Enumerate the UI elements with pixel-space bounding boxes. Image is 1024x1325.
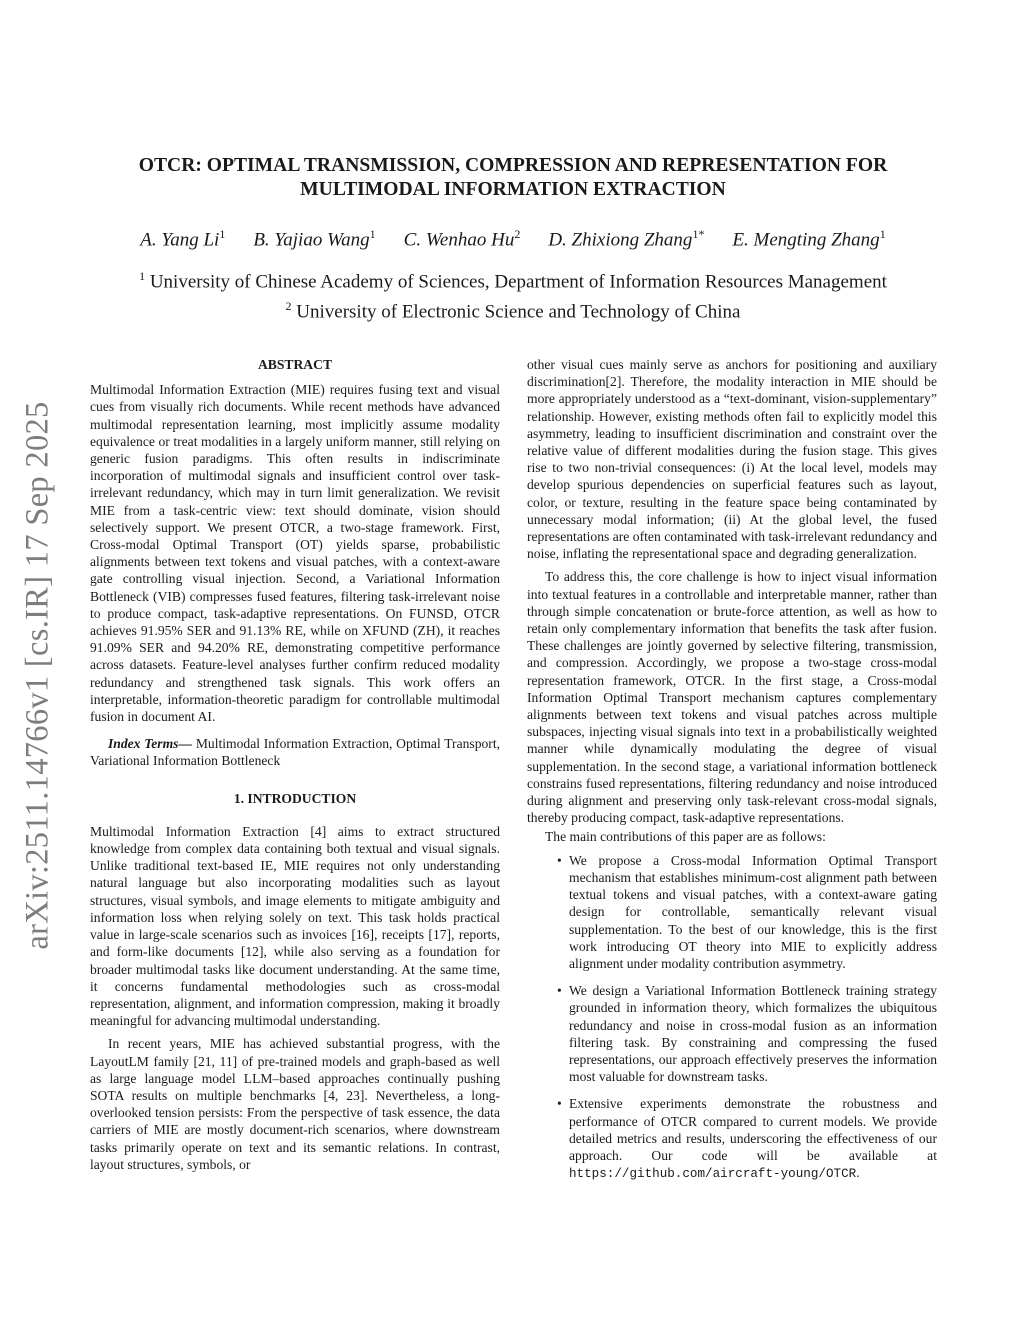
left-column xyxy=(90,356,500,1173)
contributions-intro: The main contributions of this paper are as follows: xyxy=(545,829,826,845)
arxiv-stamp-text: arXiv:2511.14766v1 [cs.IR] 17 Sep 2025 xyxy=(19,401,56,950)
affiliation-text: University of Chinese Academy of Sciences, Department of Information Resources Management xyxy=(149,271,887,293)
affiliation xyxy=(90,264,936,294)
author-list xyxy=(90,220,936,254)
abstract-text: Multimodal Information Extraction (MIE) requires fusing text and visual cues from visually rich documents. While recent methods have advanced multimodal representation learning, most implicitly assume modality equivalence or treat modalities in a largely uniform manner, still relying on generic fusion paradigms. This often results in indiscriminate incorporation of multimodal signals and insufficient control over task-irrelevant redundancy, which may in turn limit generalization. We revisit MIE from a task-centric view: text should dominate, vision should selectively support. We present OTCR, a two-stage framework. First, Cross-modal Optimal Transport (OT) yields sparse, probabilistic alignments between text tokens and visual patches, with a context-aware gate controlling visual injection. Second, a Variational Information Bottleneck (VIB) compresses fused features, filtering task-irrelevant noise to produce compact, task-adaptive representations. On FUNSD, OTCR achieves 91.95% SER and 91.13% RE, while on XFUND (ZH), it reaches 91.09% SER and 94.20% RE, demonstrating competitive performance across datasets. Feature-level analyses further confirm reduced modality redundancy and strengthened task signals. This work offers an interpretable, information-theoretic paradigm for controllable multimodal fusion in document AI. xyxy=(90,382,500,725)
contributions-list xyxy=(527,852,937,1184)
affiliation-mark: 2 xyxy=(285,299,292,314)
right-column xyxy=(527,356,937,1193)
intro-paragraph-2: In recent years, MIE has achieved substantial progress, with the LayoutLM family [21, 11] of pre-trained models and graph-based as well as large language model LLM–based approaches continually pushing SOTA results on multiple benchmarks [4, 23]. Nevertheless, a long-overlooked tension persists: From the perspective of task essence, the data carriers of MIE are mostly document-rich scenarios, where downstream tasks primarily operate on text and its semantic relations. In contrast, layout structures, symbols, or xyxy=(90,1036,500,1172)
author-name: B. Yajiao Wang xyxy=(253,229,370,251)
index-terms xyxy=(90,735,500,769)
author xyxy=(253,220,375,254)
author-affil-mark: 1* xyxy=(692,227,705,241)
contribution-item: • We design a Variational Information Bottleneck training strategy grounded in information theory, which formalizes the ubiquitous redundancy and noise in cross-modal fusion as an information filtering task. By constraining and compressing the fused representations, our approach effectively preserves the information most valuable for downstream tasks. xyxy=(527,982,937,1085)
index-terms-label: Index Terms— xyxy=(108,736,193,752)
author xyxy=(732,220,885,254)
affiliation-mark: 1 xyxy=(139,269,146,283)
intro-paragraph-1: Multimodal Information Extraction [4] aims to extract structured knowledge from complex data containing both textual and visual signals. Unlike traditional text-based IE, MIE requires not only understanding natural language but also incorporating modalities such as layout structures, visual symbols, and image elements to mitigate ambiguity and information loss when relying solely on text. This task holds practical value in large-scale scenarios such as invoices [16], receipts [17], reports, and form-like documents [12], while also serving as a foundation for broader multimodal tasks like document understanding. At the same time, it concerns fundamental methodologies such as cross-modal representation, alignment, and information compression, making it broadly meaningful for advancing multimodal understanding. xyxy=(90,823,500,1029)
right-paragraph-2: To address this, the core challenge is how to inject visual information into textual features in a controllable and interpretable manner, rather than through simple concatenation or brute-force attention, as well as how to retain only complementary information that benefits the task after fusion. These challenges are jointly governed by selective filtering, transmission, and compression. Accordingly, we propose a two-stage cross-modal representation framework, OTCR. In the first stage, a Cross-modal Information Optimal Transport mechanism captures complementary alignments between text tokens and visual patches across multiple subspaces, injecting visual signals into text in a probabilistically weighted manner while dynamically modulating the degree of visual supplementation. In the second stage, a variational information bottleneck constrains fused representations, filtering redundancy and noise introduced during alignment and preserving only task-relevant cross-modal signals, thereby producing compact, task-adaptive representations. xyxy=(527,569,937,826)
contribution-end: . xyxy=(856,1165,860,1181)
contribution-item: • We propose a Cross-modal Information Optimal Transport mechanism that establishes minimum-cost alignment path between textual tokens and visual patches, with a context-aware gating design for controllable, semantically relevant visual supplementation. To the best of our knowledge, this is the first work introducing OT theory into MIE to explicitly address alignment under modality contribution asymmetry. xyxy=(527,852,937,972)
intro-heading: 1. INTRODUCTION xyxy=(233,790,357,806)
index-terms-text: Multimodal Information Extraction, Optimal Transport, Variational Information Bottleneck xyxy=(90,736,500,769)
paper-title xyxy=(90,154,936,202)
arxiv-stamp xyxy=(8,378,68,973)
affiliations xyxy=(90,264,936,325)
right-paragraph-1: other visual cues mainly serve as anchors for positioning and auxiliary discrimination[2]. Therefore, the modality interaction in MIE should be more appropriately understood as a “text-dominant, vision-supplementary” relationship. However, existing methods often fail to explicitly model this asymmetry, leading to insufficient discrimination and constraint over the relative value of different modalities during the fusion stage. This gives rise to two non-trivial consequences: (i) At the local level, models may develop spurious dependencies on superficial features such as layout, color, or texture, resulting in the feature space being contaminated by unnecessary modal information; (ii) At the global level, the fused representations are often contaminated with task-irrelevant redundancy and noise, inflating the representational space and degrading generalization. xyxy=(527,357,937,562)
affiliation xyxy=(90,294,936,324)
contribution-text: Extensive experiments demonstrate the robustness and performance of OTCR compared to current models. We provide detailed metrics and results, underscoring the effectiveness of our approach. Our code will be available at xyxy=(569,1096,937,1163)
code-link[interactable]: https://github.com/aircraft-young/OTCR xyxy=(569,1167,857,1182)
title-line-2: MULTIMODAL INFORMATION EXTRACTION xyxy=(300,179,726,200)
author-name: C. Wenhao Hu xyxy=(403,229,515,251)
author-affil-mark: 1 xyxy=(369,227,376,241)
title-line-1: OTCR: OPTIMAL TRANSMISSION, COMPRESSION AND REPRESENTATION FOR xyxy=(138,155,888,176)
contribution-item xyxy=(527,1095,937,1183)
author-affil-mark: 1 xyxy=(879,227,886,241)
author-name: A. Yang Li xyxy=(140,229,220,251)
author xyxy=(140,220,225,254)
abstract-heading: ABSTRACT xyxy=(257,357,333,372)
affiliation-text: University of Electronic Science and Technology of China xyxy=(296,301,741,323)
author xyxy=(548,220,704,254)
author-name: D. Zhixiong Zhang xyxy=(548,229,693,251)
author xyxy=(404,220,521,254)
author-affil-mark: 2 xyxy=(514,227,521,241)
author-name: E. Mengting Zhang xyxy=(732,229,880,251)
author-affil-mark: 1 xyxy=(219,227,226,241)
